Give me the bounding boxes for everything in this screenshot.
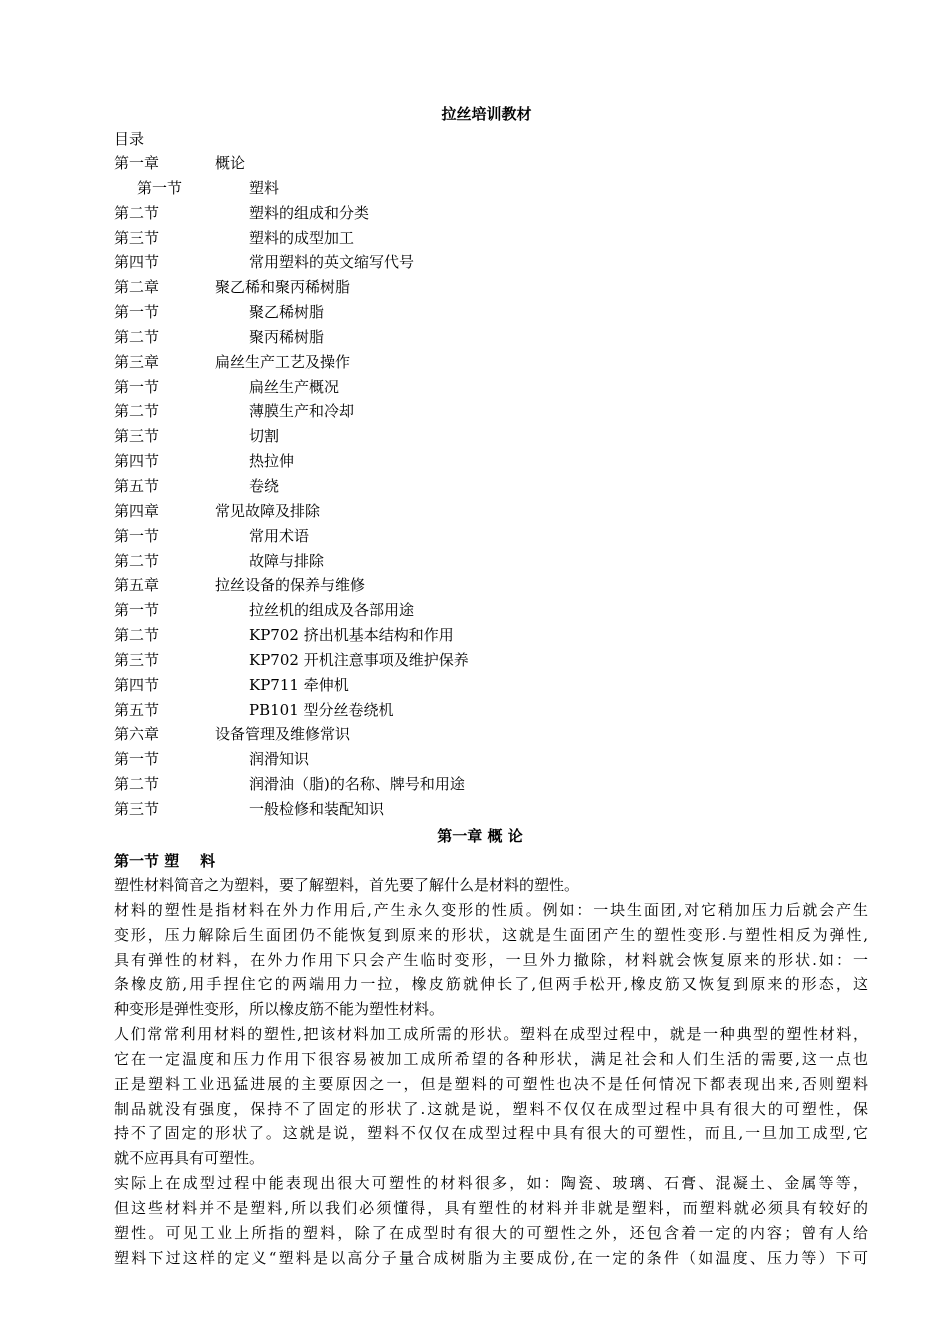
text-line: 它在一定温度和压力作用下很容易被加工成所希望的各种形状，满足社会和人们生活的需要,这一点也: [114, 1049, 868, 1068]
toc-entry-title: 热拉伸: [249, 452, 295, 471]
body-text: [114, 875, 868, 1273]
text-line: 种变形是弹性变形，所以橡皮筋不能为塑性材料。: [114, 1000, 445, 1019]
toc-entry: [114, 377, 814, 402]
document-title: 拉丝培训教材: [441, 105, 532, 123]
toc-entry-title: 润滑知识: [249, 750, 310, 769]
toc-entry-title: 设备管理及维修常识: [215, 725, 351, 744]
toc-entry-title: 拉丝设备的保养与维修: [215, 576, 366, 595]
text-line: 塑料下过这样的定义“塑料是以高分子量合成树脂为主要成份,在一定的条件（如温度、压力等）下可: [114, 1248, 868, 1267]
toc-entry-label: 第二节: [114, 551, 160, 570]
toc-entry-title: 聚乙稀树脂: [249, 303, 325, 322]
toc-heading: 目录: [114, 130, 145, 148]
text-line: 塑性材料简音之为塑料，要了解塑料，首先要了解什么是材料的塑性。: [114, 876, 580, 894]
text-line: 制品就没有强度，保持不了固定的形状了.这就是说，塑料不仅仅在成型过程中具有很大的可塑性，保: [114, 1099, 868, 1118]
text-line: 但这些材料并不是塑料,所以我们必须懂得，具有塑性的材料并非就是塑料，而塑料就必须具有较好的: [114, 1198, 868, 1217]
toc-entry-title: 一般检修和装配知识: [249, 799, 385, 818]
toc-entry: [114, 327, 814, 352]
toc-entry-title: KP702 挤出机基本结构和作用: [249, 626, 454, 645]
toc-entry: [114, 526, 814, 551]
toc-entry: [114, 153, 814, 178]
toc-entry-label: 第四节: [114, 452, 160, 471]
text-line: 材料的塑性是指材料在外力作用后,产生永久变形的性质。例如：一块生面团,对它稍加压力后就会产生: [114, 900, 868, 919]
toc-entry: [114, 352, 814, 377]
toc-entry: [114, 501, 814, 526]
toc-entry: [114, 700, 814, 725]
text-line: 实际上在成型过程中能表现出很大可塑性的材料很多，如：陶瓷、玻璃、石膏、混凝土、金属等等，: [114, 1174, 868, 1193]
toc-entry-label: 第二节: [114, 402, 160, 421]
toc-entry-label: 第二节: [114, 775, 160, 794]
toc-entry-title: 卷绕: [249, 476, 280, 495]
toc-entry-label: 第二节: [114, 626, 160, 645]
toc-entry: [114, 426, 814, 451]
text-line: 人们常常利用材料的塑性,把该材料加工成所需的形状。塑料在成型过程中，就是一种典型的塑性材料，: [114, 1025, 868, 1044]
text-line: 正是塑料工业迅猛进展的主要原因之一，但是塑料的可塑性也决不是任何情况下都表现出来,否则塑料: [114, 1074, 868, 1093]
toc-entry-label: 第四节: [114, 253, 160, 272]
text-line: 具有弹性的材料，在外力作用下只会产生临时变形，一旦外力撤除，材料就会恢复原来的形状.如：一: [114, 950, 868, 969]
toc-entry-label: 第二章: [114, 278, 160, 297]
toc-entry: [114, 401, 814, 426]
toc-entry-label: 第一节: [114, 601, 160, 620]
toc-entry: [114, 178, 814, 203]
toc-entry-label: 第二节: [114, 203, 160, 222]
toc-entry: [114, 203, 814, 228]
toc-entry-title: KP711 牵伸机: [249, 675, 349, 694]
toc-entry: [114, 675, 814, 700]
toc-entry: [114, 551, 814, 576]
text-line: 持不了固定的形状了。这就是说，塑料不仅仅在成型过程中具有很大的可塑性，而且,一旦加工成型,它: [114, 1124, 868, 1143]
toc-entry-title: 故障与排除: [249, 551, 325, 570]
toc-entry: [114, 799, 814, 824]
toc-entry-title: 扁丝生产概况: [249, 377, 340, 396]
toc-entry-label: 第二节: [114, 327, 160, 346]
toc-entry-title: PB101 型分丝卷绕机: [249, 700, 394, 719]
text-line: 塑性。可见工业上所指的塑料，除了在成型时有很大的可塑性之外，还包含着一定的内容；曾有人给: [114, 1223, 868, 1242]
toc-entry: [114, 277, 814, 302]
toc-entry-title: 扁丝生产工艺及操作: [215, 352, 351, 371]
toc-entry-label: 第一章: [114, 154, 160, 172]
toc-entry-label: 第三节: [114, 427, 160, 446]
toc-entry-title: 概论: [215, 154, 246, 172]
toc-entry-title: 润滑油（脂)的名称、牌号和用途: [249, 775, 465, 794]
toc-entry: [114, 575, 814, 600]
toc-entry-label: 第三节: [114, 799, 160, 818]
chapter-heading: 第一章 概 论: [437, 827, 523, 845]
toc-entry: [114, 625, 814, 650]
section-heading: 第一节 塑 料: [114, 852, 216, 870]
toc-entry-title: 塑料的成型加工: [249, 228, 355, 247]
toc-entry-title: 切割: [249, 427, 280, 446]
toc-entry-label: 第三节: [114, 228, 160, 247]
toc-entry-title: 常见故障及排除: [215, 501, 321, 520]
toc-entry: [114, 724, 814, 749]
toc-entry: [114, 476, 814, 501]
toc-entry-label: 第一节: [114, 303, 160, 322]
toc-entry-label: 第五节: [114, 700, 160, 719]
toc-entry: [114, 774, 814, 799]
toc-entry-label: 第一节: [137, 178, 183, 197]
table-of-contents: [114, 153, 814, 824]
text-line: 变形，压力解除后生面团仍不能恢复到原来的形状，这就是生面团产生的塑性变形.与塑性相反为弹性,: [114, 925, 868, 944]
toc-entry-label: 第四章: [114, 501, 160, 520]
toc-entry-label: 第一节: [114, 377, 160, 396]
toc-entry-label: 第一节: [114, 526, 160, 545]
text-line: 就不应再具有可塑性。: [114, 1149, 265, 1168]
toc-entry-label: 第六章: [114, 725, 160, 744]
toc-entry: [114, 650, 814, 675]
toc-entry: [114, 451, 814, 476]
toc-entry: [114, 749, 814, 774]
toc-entry-label: 第一节: [114, 750, 160, 769]
toc-entry-title: 聚丙稀树脂: [249, 327, 325, 346]
toc-entry: [114, 600, 814, 625]
toc-entry-label: 第三节: [114, 650, 160, 669]
toc-entry-label: 第四节: [114, 675, 160, 694]
toc-entry-title: 拉丝机的组成及各部用途: [249, 601, 415, 620]
text-line: 条橡皮筋,用手捏住它的两端用力一拉，橡皮筋就伸长了,但两手松开,橡皮筋又恢复到原来的形态，这: [114, 975, 868, 994]
toc-entry-title: 塑料的组成和分类: [249, 203, 370, 222]
toc-entry-title: 常用术语: [249, 526, 310, 545]
toc-entry-label: 第五章: [114, 576, 160, 595]
toc-entry: [114, 302, 814, 327]
toc-entry-label: 第五节: [114, 476, 160, 495]
toc-entry-title: 塑料: [249, 178, 280, 197]
toc-entry: [114, 228, 814, 253]
toc-entry-title: KP702 开机注意事项及维护保养: [249, 650, 469, 669]
toc-entry-title: 聚乙稀和聚丙稀树脂: [215, 278, 351, 297]
toc-entry: [114, 252, 814, 277]
toc-entry-title: 常用塑料的英文缩写代号: [249, 253, 415, 272]
toc-entry-label: 第三章: [114, 352, 160, 371]
toc-entry-title: 薄膜生产和冷却: [249, 402, 355, 421]
